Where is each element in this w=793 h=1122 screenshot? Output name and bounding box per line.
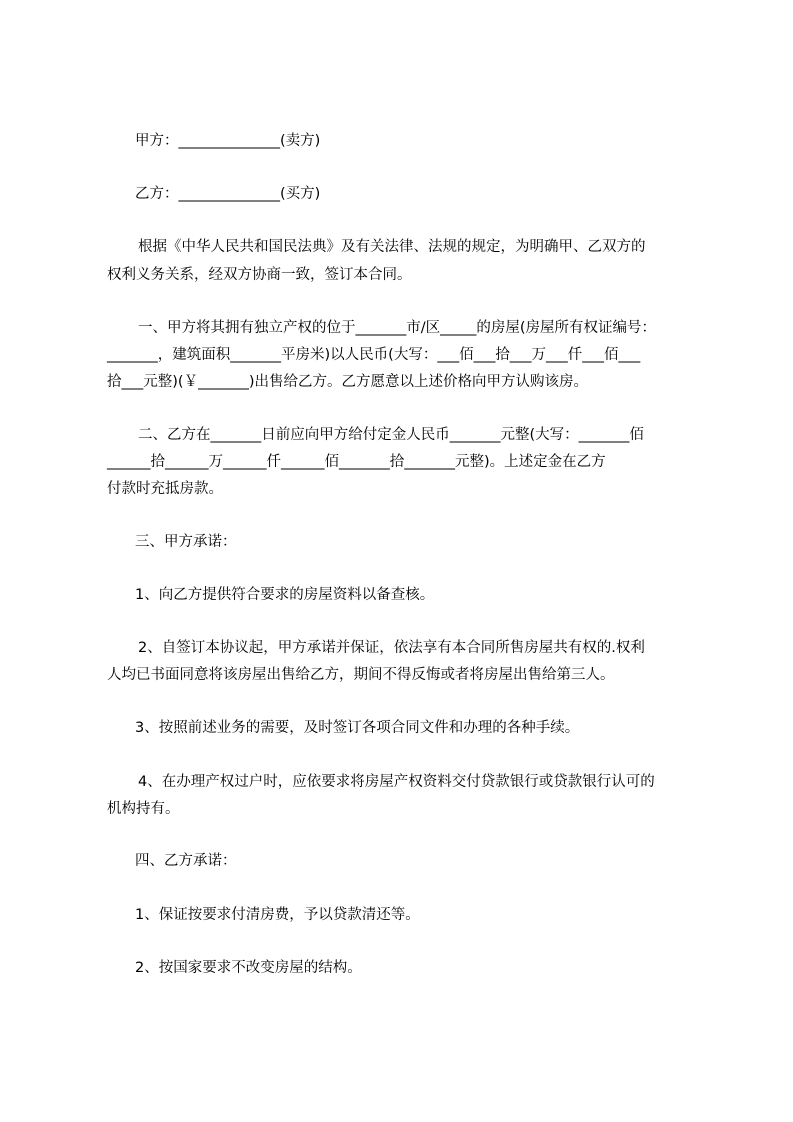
- clause-2-line-2: ______拾______万______仟______佰_______拾_______元整)。上述定金在乙方: [107, 454, 606, 470]
- clause-1-line-2: _______，建筑面积_______平房米)以人民币(大写：___佰___拾___万___仟___佰___: [107, 347, 641, 363]
- party-a-line: 甲方：______________(卖方): [135, 133, 321, 149]
- preamble-line-2: 权利义务关系，经双方协商一致，签订本合同。: [107, 267, 412, 283]
- clause-2-line-3: 付款时充抵房款。: [107, 481, 223, 497]
- clause-1-line-1: 一、甲方将其拥有独立产权的位于_______市/区_____的房屋(房屋所有权证编号：: [138, 320, 657, 336]
- section-3-item-2-line-1: 2、自签订本协议起，甲方承诺并保证，依法享有本合同所售房屋共有权的.权利: [138, 640, 645, 656]
- clause-1-line-3: 拾___元整)(￥_______)出售给乙方。乙方愿意以上述价格向甲方认购该房。: [107, 374, 588, 390]
- section-3-item-3: 3、按照前述业务的需要，及时签订各项合同文件和办理的各种手续。: [135, 720, 580, 736]
- preamble-line-1: 根据《中华人民共和国民法典》及有关法律、法规的规定，为明确甲、乙双方的: [138, 239, 646, 255]
- party-b-line: 乙方：______________(买方): [135, 186, 321, 202]
- section-3-heading: 三、甲方承诺：: [135, 534, 237, 550]
- clause-2-line-1: 二、乙方在_______日前应向甲方给付定金人民币_______元整(大写：_______佰: [138, 427, 644, 443]
- section-4-heading: 四、乙方承诺：: [135, 853, 237, 869]
- section-3-item-4-line-1: 4、在办理产权过户时，应依要求将房屋产权资料交付贷款银行或贷款银行认可的: [138, 774, 655, 790]
- section-3-item-4-line-2: 机构持有。: [107, 801, 180, 817]
- section-3-item-2-line-2: 人均已书面同意将该房屋出售给乙方，期间不得反悔或者将房屋出售给第三人。: [107, 667, 615, 683]
- section-3-item-1: 1、向乙方提供符合要求的房屋资料以备查核。: [135, 587, 435, 603]
- section-4-item-2: 2、按国家要求不改变房屋的结构。: [135, 960, 362, 976]
- section-4-item-1: 1、保证按要求付清房费，予以贷款清还等。: [135, 907, 420, 923]
